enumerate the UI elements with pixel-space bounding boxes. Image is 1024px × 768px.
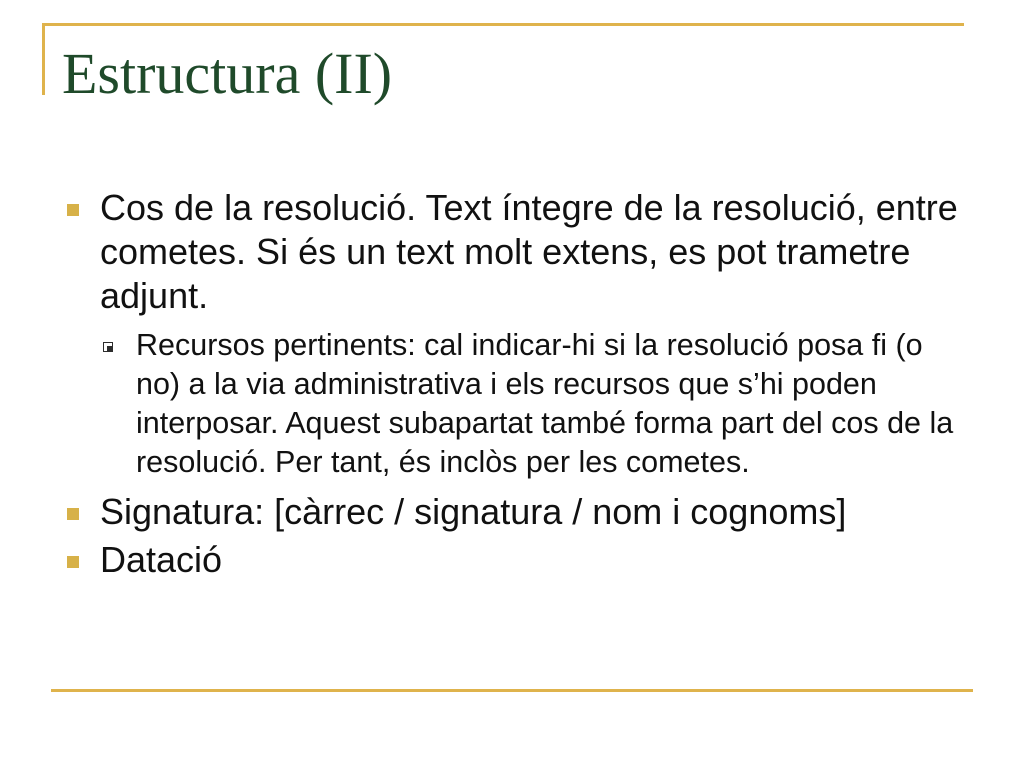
sub-bullet-text: Recursos pertinents: cal indicar-hi si la resolució posa fi (o no) a la via administrativa i els recursos que s’hi poden interposar. Aquest subapartat també forma part del cos de la resolució. Per tant, és inclòs per les cometes. (136, 328, 954, 479)
bullet-item-body (60, 186, 960, 318)
top-accent-line (42, 23, 964, 26)
left-accent-line (42, 23, 45, 95)
bullet-text: Signatura: [càrrec / signatura / nom i cognoms] (100, 491, 847, 532)
bullet-item-signatura (60, 490, 960, 534)
square-bullet-icon (67, 204, 79, 216)
sub-bullet-item-recursos (60, 326, 960, 482)
slide-title: Estructura (II) (62, 41, 393, 106)
slide-content (60, 186, 960, 582)
bottom-accent-line (51, 689, 973, 692)
square-bullet-icon (67, 556, 79, 568)
square-bullet-icon (67, 508, 79, 520)
bullet-text: Cos de la resolució. Text íntegre de la resolució, entre cometes. Si és un text molt extens, es pot trametre adjunt. (100, 187, 958, 316)
bullet-item-datacio (60, 538, 960, 582)
hollow-square-bullet-icon (103, 342, 113, 352)
bullet-text: Datació (100, 539, 223, 580)
